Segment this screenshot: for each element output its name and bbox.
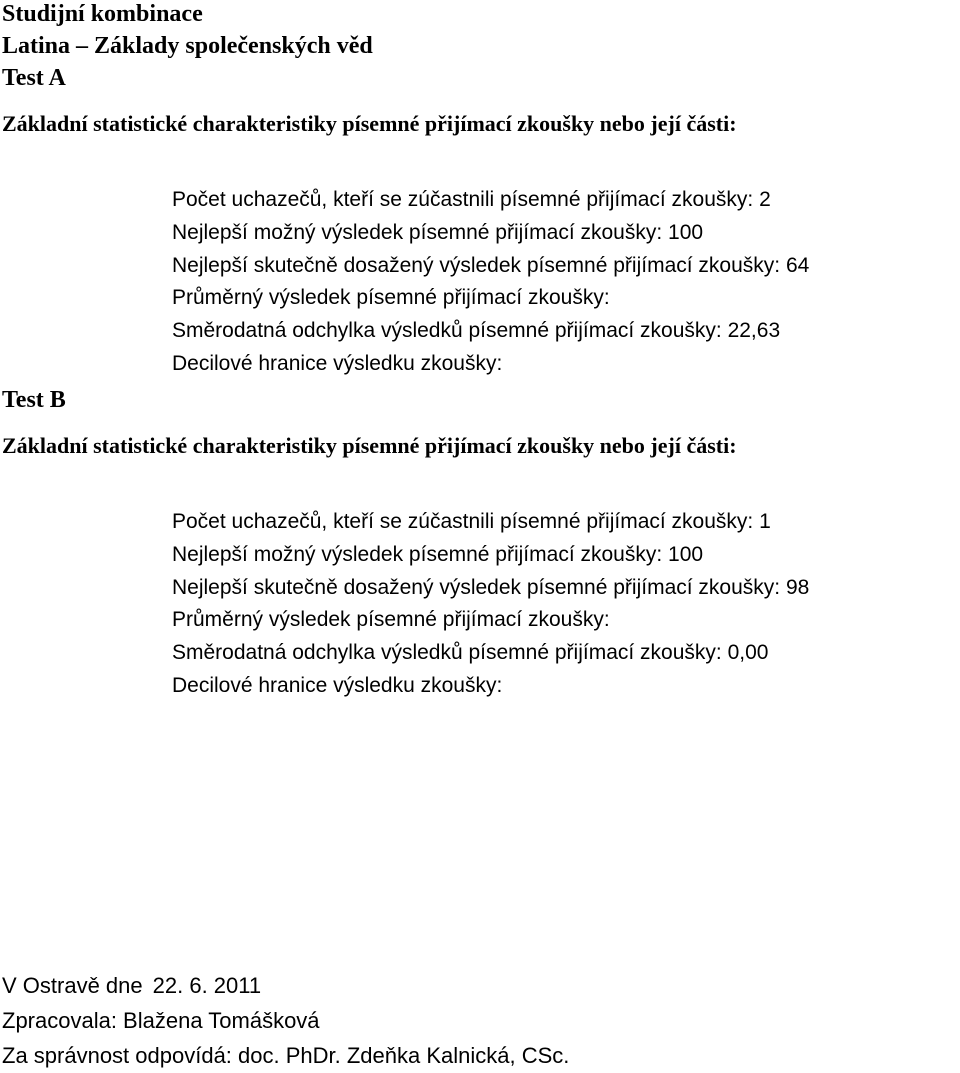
test-b-label: Test B xyxy=(2,387,66,413)
stat-best-achieved: Nejlepší skutečně dosažený výsledek písemné přijímací zkoušky: 98 xyxy=(172,575,810,599)
place-date-prefix: V Ostravě dne xyxy=(2,973,143,998)
prepared-by-line: Zpracovala: Blažena Tomášková xyxy=(2,1008,320,1033)
stat-average: Průměrný výsledek písemné přijímací zkoušky: xyxy=(172,608,610,632)
stat-participants: Počet uchazečů, kteří se zúčastnili písemné přijímací zkoušky: 1 xyxy=(172,510,771,533)
responsible-line: Za správnost odpovídá: doc. PhDr. Zdeňka Kalnická, CSc. xyxy=(2,1043,570,1068)
program-heading: Studijní kombinace xyxy=(2,1,203,27)
place-date-line xyxy=(2,968,569,1003)
test-a-label: Test A xyxy=(2,65,66,91)
test-b-stats-title: Základní statistické charakteristiky písemné přijímací zkoušky nebo její části: xyxy=(2,433,737,458)
study-combination-title: Latina – Základy společenských věd xyxy=(2,33,373,59)
stat-best-possible: Nejlepší možný výsledek písemné přijímací zkoušky: 100 xyxy=(172,542,704,566)
test-a-stats-title: Základní statistické charakteristiky písemné přijímací zkoušky nebo její části: xyxy=(2,111,737,136)
stat-std-deviation: Směrodatná odchylka výsledků písemné přijímací zkoušky: 0,00 xyxy=(172,641,769,665)
stat-best-possible: Nejlepší možný výsledek písemné přijímací zkoušky: 100 xyxy=(172,220,704,244)
stat-decile-bounds: Decilové hranice výsledku zkoušky: xyxy=(172,351,503,375)
stat-participants: Počet uchazečů, kteří se zúčastnili písemné přijímací zkoušky: 2 xyxy=(172,188,771,211)
stat-std-deviation: Směrodatná odchylka výsledků písemné přijímací zkoušky: 22,63 xyxy=(172,319,781,343)
test-b-stats-list xyxy=(172,506,809,703)
report-date: 22. 6. 2011 xyxy=(152,973,262,998)
document-footer xyxy=(2,968,569,1073)
stat-decile-bounds: Decilové hranice výsledku zkoušky: xyxy=(172,673,503,697)
stat-average: Průměrný výsledek písemné přijímací zkoušky: xyxy=(172,286,610,310)
stat-best-achieved: Nejlepší skutečně dosažený výsledek písemné přijímací zkoušky: 64 xyxy=(172,253,810,277)
test-a-stats-list xyxy=(172,184,809,381)
